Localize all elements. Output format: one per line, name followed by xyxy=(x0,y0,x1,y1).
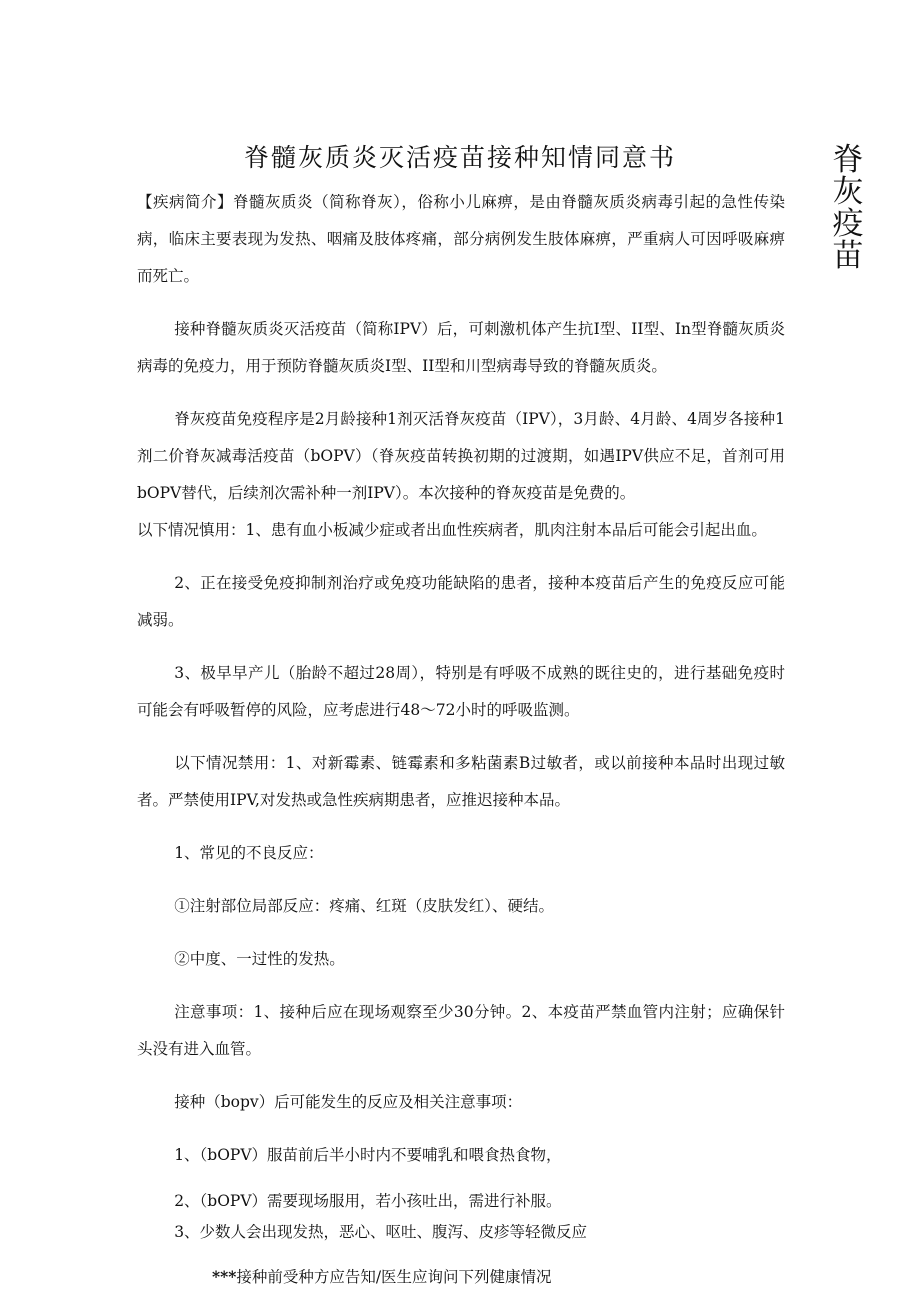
bopv-notes-heading: 接种（bopv）后可能发生的反应及相关注意事项： xyxy=(174,1093,523,1111)
document-body xyxy=(137,184,785,1296)
caution-item-2: 2、正在接受免疫抑制剂治疗或免疫功能缺陷的患者，接种本疫苗后产生的免疫反应可能减弱。 xyxy=(137,574,785,629)
caution-item-3: 3、极早早产儿（胎龄不超过28周），特别是有呼吸不成熟的既往史的，进行基础免疫时可能会有呼吸暂停的风险，应考虑进行48～72小时的呼吸监测。 xyxy=(137,664,785,719)
adverse-reaction-item-2: ②中度、一过性的发热。 xyxy=(174,950,345,968)
precautions-paragraph: 注意事项：1、接种后应在现场观察至少30分钟。2、本疫苗严禁血管内注射；应确保针头没有进入血管。 xyxy=(137,1003,785,1058)
caution-paragraph: 以下情况慎用：1、患有血小板减少症或者出血性疾病者，肌肉注射本品后可能会引起出血。 xyxy=(137,521,767,539)
bopv-note-3: 3、少数人会出现发热，恶心、呕吐、腹泻、皮疹等轻微反应 xyxy=(174,1223,588,1241)
immunization-schedule-paragraph: 脊灰疫苗免疫程序是2月龄接种1剂灭活脊灰疫苗（IPV），3月龄、4月龄、4周岁各接种1剂二价脊灰减毒活疫苗（bOPV）（脊灰疫苗转换初期的过渡期，如遇IPV供应不足，首剂可用bOPV替代，后续剂次需补种一剂IPV）。本次接种的脊灰疫苗是免费的。 xyxy=(137,410,785,502)
disease-intro-paragraph: 【疾病简介】脊髓灰质炎（简称脊灰），俗称小儿麻痹，是由脊髓灰质炎病毒引起的急性传染病，临床主要表现为发热、咽痛及肢体疼痛，部分病例发生肢体麻痹，严重病人可因呼吸麻痹而死亡。 xyxy=(137,193,785,285)
document-title: 脊髓灰质炎灭活疫苗接种知情同意书 xyxy=(243,143,676,172)
adverse-reaction-item-1: ①注射部位局部反应：疼痛、红斑（皮肤发红）、硬结。 xyxy=(174,897,554,915)
health-inquiry-note xyxy=(137,1258,785,1296)
note-stars: *** xyxy=(212,1267,237,1286)
bopv-note-1: 1、（bOPV）服苗前后半小时内不要哺乳和喂食热食物， xyxy=(174,1146,562,1164)
bopv-note-2: 2、（bOPV）需要现场服用，若小孩吐出，需进行补服。 xyxy=(174,1192,562,1210)
side-label xyxy=(828,144,868,272)
contraindication-paragraph: 以下情况禁用：1、对新霉素、链霉素和多粘菌素B过敏者，或以前接种本品时出现过敏者。严禁使用IPV,对发热或急性疾病期患者，应推迟接种本品。 xyxy=(137,754,785,809)
side-label-char: 疫 xyxy=(832,206,864,242)
note-text: 接种前受种方应告知/医生应询问下列健康情况 xyxy=(236,1268,552,1286)
side-label-char: 苗 xyxy=(832,238,864,274)
adverse-reactions-heading: 1、常见的不良反应： xyxy=(174,844,324,862)
side-label-char: 灰 xyxy=(832,174,864,210)
vaccine-effect-paragraph: 接种脊髓灰质炎灭活疫苗（简称IPV）后，可刺激机体产生抗I型、II型、In型脊髓灰质炎病毒的免疫力，用于预防脊髓灰质炎I型、II型和川型病毒导致的脊髓灰质炎。 xyxy=(137,320,785,375)
side-label-char: 脊 xyxy=(832,142,864,178)
